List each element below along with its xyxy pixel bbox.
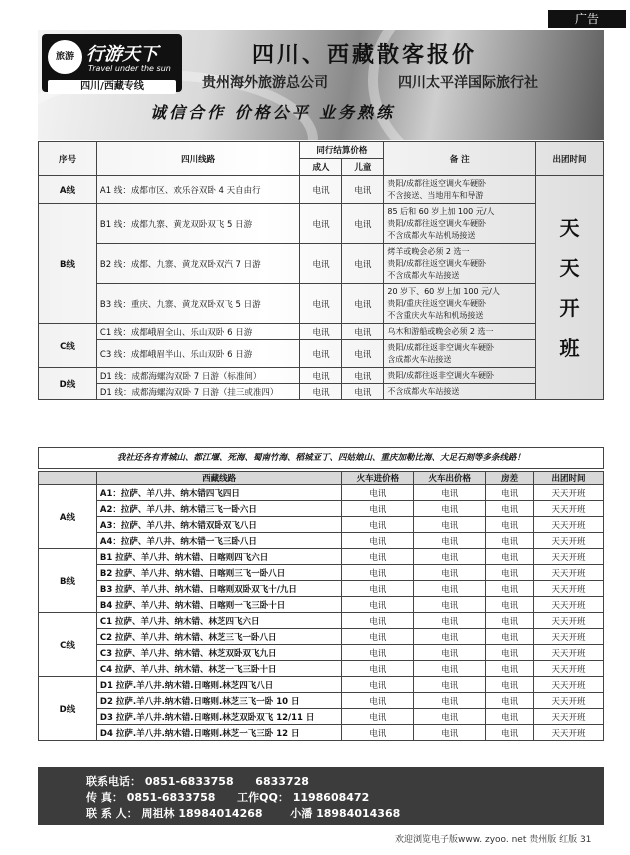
adult-price: 电讯 xyxy=(300,384,342,400)
table-row xyxy=(39,597,604,613)
table-row xyxy=(39,677,604,693)
adult-price: 电讯 xyxy=(300,244,342,284)
child-price: 电讯 xyxy=(342,324,384,340)
route-cell: D4 拉萨.羊八井.纳木错.日喀则.林芝一飞三卧 12 日 xyxy=(96,725,342,741)
tibet-table xyxy=(38,471,604,741)
train-out-price: 电讯 xyxy=(414,485,486,501)
room-diff: 电讯 xyxy=(486,485,534,501)
depart-time: 天天开班 xyxy=(534,629,604,645)
header-seq-2 xyxy=(39,472,97,485)
room-diff: 电讯 xyxy=(486,581,534,597)
route-cell: A2：拉萨、羊八井、纳木错三飞一卧六日 xyxy=(96,501,342,517)
header-remark: 备 注 xyxy=(384,142,536,176)
logo-subtitle: 四川/西藏专线 xyxy=(48,80,176,94)
remark-line: 不含成都火车站接送 xyxy=(387,386,460,396)
logo-emblem-icon: 旅游 xyxy=(48,40,82,74)
table-row xyxy=(39,176,604,204)
room-diff: 电讯 xyxy=(486,709,534,725)
train-in-price: 电讯 xyxy=(342,629,414,645)
company-left: 贵州海外旅游总公司 xyxy=(202,75,328,91)
child-price: 电讯 xyxy=(342,244,384,284)
table-row xyxy=(39,204,604,244)
header-child: 儿童 xyxy=(342,159,384,176)
bottom-footer: 欢迎浏览电子版www. zyoo. net 贵州版 红版 31 xyxy=(395,835,592,845)
adult-price: 电讯 xyxy=(300,340,342,368)
depart-time: 天天开班 xyxy=(534,581,604,597)
train-out-price: 电讯 xyxy=(414,565,486,581)
header-train-in: 火车进价格 xyxy=(342,472,414,485)
train-out-price: 电讯 xyxy=(414,613,486,629)
train-in-price: 电讯 xyxy=(342,581,414,597)
depart-time: 天天开班 xyxy=(534,661,604,677)
route-cell: D1 拉萨.羊八井.纳木错.日喀则.林芝四飞八日 xyxy=(96,677,342,693)
train-in-price: 电讯 xyxy=(342,565,414,581)
remark-line: 贵阳/成都往返空调火车硬卧 xyxy=(387,218,487,228)
logo-text: 行游天下 xyxy=(86,44,158,65)
fax: 0851-6833758 xyxy=(126,791,216,804)
remark-cell xyxy=(384,368,536,384)
depart-time: 天天开班 xyxy=(534,613,604,629)
child-price: 电讯 xyxy=(342,368,384,384)
child-price: 电讯 xyxy=(342,204,384,244)
route-cell: C1 拉萨、羊八井、纳木错、林芝四飞六日 xyxy=(96,613,342,629)
route-cell: C3 线：成都峨眉半山、乐山双卧 6 日游 xyxy=(96,340,300,368)
train-out-price: 电讯 xyxy=(414,517,486,533)
child-price: 电讯 xyxy=(342,176,384,204)
depart-time: 天天开班 xyxy=(534,709,604,725)
route-cell: C3 拉萨、羊八井、纳木错、林芝双卧双飞九日 xyxy=(96,645,342,661)
depart-time: 天天开班 xyxy=(534,517,604,533)
route-cell: C1 线：成都峨眉全山、乐山双卧 6 日游 xyxy=(96,324,300,340)
table-row xyxy=(39,533,604,549)
header-price: 同行结算价格 xyxy=(300,142,384,159)
remark-line: 贵阳/成都往返非空调火车硬卧 xyxy=(387,370,495,380)
slogan: 诚信合作 价格公平 业务熟练 xyxy=(150,103,396,122)
remark-line: 85 后和 60 岁上加 100 元/人 xyxy=(387,206,495,216)
phone-1: 0851-6833758 xyxy=(144,775,234,788)
room-diff: 电讯 xyxy=(486,597,534,613)
child-price: 电讯 xyxy=(342,284,384,324)
route-cell: D1 线：成都海螺沟双卧 7 日游（挂三或准四） xyxy=(96,384,300,400)
remark-line: 不含成都火车站机场接送 xyxy=(387,230,476,240)
logo-english: Travel under the sun xyxy=(88,64,171,73)
depart-char: 开 xyxy=(559,295,580,320)
header-route-2: 西藏线路 xyxy=(96,472,342,485)
train-out-price: 电讯 xyxy=(414,645,486,661)
header-seq: 序号 xyxy=(39,142,97,176)
train-in-price: 电讯 xyxy=(342,677,414,693)
train-out-price: 电讯 xyxy=(414,661,486,677)
train-in-price: 电讯 xyxy=(342,725,414,741)
train-in-price: 电讯 xyxy=(342,549,414,565)
line-label: D线 xyxy=(39,368,97,400)
table-row xyxy=(39,517,604,533)
route-cell: A3：拉萨、羊八井、纳木错双卧双飞八日 xyxy=(96,517,342,533)
remark-line: 20 岁下、60 岁上加 100 元/人 xyxy=(387,286,500,296)
depart-time: 天天开班 xyxy=(534,565,604,581)
route-cell: B1 拉萨、羊八井、纳木错、日喀则四飞六日 xyxy=(96,549,342,565)
room-diff: 电讯 xyxy=(486,533,534,549)
depart-time: 天天开班 xyxy=(534,677,604,693)
train-out-price: 电讯 xyxy=(414,549,486,565)
room-diff: 电讯 xyxy=(486,517,534,533)
line-label: C线 xyxy=(39,613,97,677)
train-in-price: 电讯 xyxy=(342,693,414,709)
train-out-price: 电讯 xyxy=(414,725,486,741)
child-price: 电讯 xyxy=(342,384,384,400)
route-cell: B2 拉萨、羊八井、纳木错、日喀则三飞一卧八日 xyxy=(96,565,342,581)
route-cell: B1 线：成都九寨、黄龙双卧双飞 5 日游 xyxy=(96,204,300,244)
child-price: 电讯 xyxy=(342,340,384,368)
line-label: C线 xyxy=(39,324,97,368)
table-row xyxy=(39,565,604,581)
route-cell: B4 拉萨、羊八井、纳木错、日喀则一飞三卧十日 xyxy=(96,597,342,613)
remark-cell xyxy=(384,244,536,284)
table-row xyxy=(39,485,604,501)
contact-label: 联 系 人： xyxy=(86,807,138,820)
depart-time: 天天开班 xyxy=(534,485,604,501)
adult-price: 电讯 xyxy=(300,204,342,244)
depart-time: 天天开班 xyxy=(534,597,604,613)
depart-time: 天天开班 xyxy=(534,549,604,565)
table-row xyxy=(39,581,604,597)
room-diff: 电讯 xyxy=(486,629,534,645)
table-row xyxy=(39,725,604,741)
route-cell: D2 拉萨.羊八井.纳木错.日喀则.林芝三飞一卧 10 日 xyxy=(96,693,342,709)
train-out-price: 电讯 xyxy=(414,597,486,613)
header-adult: 成人 xyxy=(300,159,342,176)
remark-line: 贵阳/成都往返空调火车硬卧 xyxy=(387,178,487,188)
train-out-price: 电讯 xyxy=(414,629,486,645)
room-diff: 电讯 xyxy=(486,501,534,517)
remark-cell xyxy=(384,176,536,204)
table-row xyxy=(39,661,604,677)
line-label: A线 xyxy=(39,485,97,549)
train-in-price: 电讯 xyxy=(342,485,414,501)
route-cell: D1 线：成都海螺沟双卧 7 日游（标准间） xyxy=(96,368,300,384)
line-label: A线 xyxy=(39,176,97,204)
train-in-price: 电讯 xyxy=(342,613,414,629)
train-in-price: 电讯 xyxy=(342,661,414,677)
table-row xyxy=(39,244,604,284)
remark-line: 乌木和游船或晚会必须 2 选一 xyxy=(387,326,494,336)
remark-cell xyxy=(384,204,536,244)
room-diff: 电讯 xyxy=(486,549,534,565)
remark-line: 不含接送、当地用车和导游 xyxy=(387,190,484,200)
adult-price: 电讯 xyxy=(300,368,342,384)
remark-line: 不含成都火车站接送 xyxy=(387,270,460,280)
table-row xyxy=(39,384,604,400)
train-in-price: 电讯 xyxy=(342,645,414,661)
depart-char: 班 xyxy=(559,335,580,360)
depart-char: 天 xyxy=(559,215,580,240)
table-row xyxy=(39,501,604,517)
room-diff: 电讯 xyxy=(486,677,534,693)
train-in-price: 电讯 xyxy=(342,533,414,549)
table-row xyxy=(39,709,604,725)
room-diff: 电讯 xyxy=(486,661,534,677)
phone-2: 6833728 xyxy=(255,775,309,788)
line-label: D线 xyxy=(39,677,97,741)
table-row xyxy=(39,629,604,645)
train-out-price: 电讯 xyxy=(414,533,486,549)
line-label: B线 xyxy=(39,204,97,324)
remark-line: 贵阳/成都往返空调火车硬卧 xyxy=(387,258,487,268)
page-title: 四川、西藏散客报价 xyxy=(252,43,478,68)
train-out-price: 电讯 xyxy=(414,581,486,597)
train-in-price: 电讯 xyxy=(342,517,414,533)
adult-price: 电讯 xyxy=(300,176,342,204)
route-cell: C2 拉萨、羊八井、纳木错、林芝三飞一卧八日 xyxy=(96,629,342,645)
table-row xyxy=(39,549,604,565)
remark-line: 含成都火车站接送 xyxy=(387,354,452,364)
header-depart-2: 出团时间 xyxy=(534,472,604,485)
route-cell: B2 线：成都、九寨、黄龙双卧双汽 7 日游 xyxy=(96,244,300,284)
table-row xyxy=(39,284,604,324)
company-right: 四川太平洋国际旅行社 xyxy=(398,75,538,91)
header-depart: 出团时间 xyxy=(536,142,604,176)
table-row xyxy=(39,613,604,629)
qq: 1198608472 xyxy=(292,791,370,804)
depart-char: 天 xyxy=(559,255,580,280)
room-diff: 电讯 xyxy=(486,725,534,741)
route-cell: B3 线：重庆、九寨、黄龙双卧双飞 5 日游 xyxy=(96,284,300,324)
train-in-price: 电讯 xyxy=(342,709,414,725)
room-diff: 电讯 xyxy=(486,693,534,709)
contact-1: 周祖林 18984014268 xyxy=(141,807,263,820)
route-cell: A1：拉萨、羊八井、纳木错四飞四日 xyxy=(96,485,342,501)
header-train-out: 火车出价格 xyxy=(414,472,486,485)
route-cell: B3 拉萨、羊八井、纳木错、日喀则双卧双飞十/九日 xyxy=(96,581,342,597)
adult-price: 电讯 xyxy=(300,284,342,324)
train-out-price: 电讯 xyxy=(414,677,486,693)
route-cell: C4 拉萨、羊八井、纳木错、林芝一飞三卧十日 xyxy=(96,661,342,677)
room-diff: 电讯 xyxy=(486,645,534,661)
table-row xyxy=(39,693,604,709)
depart-time: 天天开班 xyxy=(534,533,604,549)
train-out-price: 电讯 xyxy=(414,501,486,517)
depart-time: 天天开班 xyxy=(534,725,604,741)
footer-contact xyxy=(38,767,604,825)
ad-tag: 广告 xyxy=(548,10,626,28)
depart-time: 天天开班 xyxy=(534,645,604,661)
header-route: 四川线路 xyxy=(96,142,300,176)
fax-label: 传 真： xyxy=(86,791,123,804)
depart-time: 天天开班 xyxy=(534,501,604,517)
line-label: B线 xyxy=(39,549,97,613)
remark-line: 不含重庆火车站和机场接送 xyxy=(387,310,484,320)
route-cell: D3 拉萨.羊八井.纳木错.日喀则.林芝双卧双飞 12/11 日 xyxy=(96,709,342,725)
contact-2: 小潘 18984014368 xyxy=(290,807,401,820)
route-cell: A1 线：成都市区、欢乐谷双卧 4 天自由行 xyxy=(96,176,300,204)
table-row xyxy=(39,645,604,661)
remark-cell xyxy=(384,284,536,324)
qq-label: 工作QQ： xyxy=(237,791,289,804)
room-diff: 电讯 xyxy=(486,565,534,581)
phone-label: 联系电话： xyxy=(86,775,141,788)
room-diff: 电讯 xyxy=(486,613,534,629)
train-out-price: 电讯 xyxy=(414,693,486,709)
sichuan-table xyxy=(38,141,604,400)
remark-line: 贵阳/重庆往返空调火车硬卧 xyxy=(387,298,487,308)
table-row xyxy=(39,324,604,340)
remark-line: 烤羊或晚会必须 2 选一 xyxy=(387,246,470,256)
remark-cell xyxy=(384,384,536,400)
train-in-price: 电讯 xyxy=(342,597,414,613)
remark-cell xyxy=(384,324,536,340)
remark-line: 贵阳/成都往返非空调火车硬卧 xyxy=(387,342,495,352)
train-in-price: 电讯 xyxy=(342,501,414,517)
train-out-price: 电讯 xyxy=(414,709,486,725)
remark-cell xyxy=(384,340,536,368)
adult-price: 电讯 xyxy=(300,324,342,340)
route-cell: A4：拉萨、羊八井、纳木错一飞三卧八日 xyxy=(96,533,342,549)
table-row xyxy=(39,368,604,384)
notice-banner: 我社还各有青城山、都江堰、死海、蜀南竹海、稻城亚丁、四姑娘山、重庆加勒比海、大足石刻等多条线路！ xyxy=(38,447,604,469)
depart-time: 天天开班 xyxy=(534,693,604,709)
table-row xyxy=(39,340,604,368)
depart-cell xyxy=(536,176,604,400)
header-room-diff: 房差 xyxy=(486,472,534,485)
